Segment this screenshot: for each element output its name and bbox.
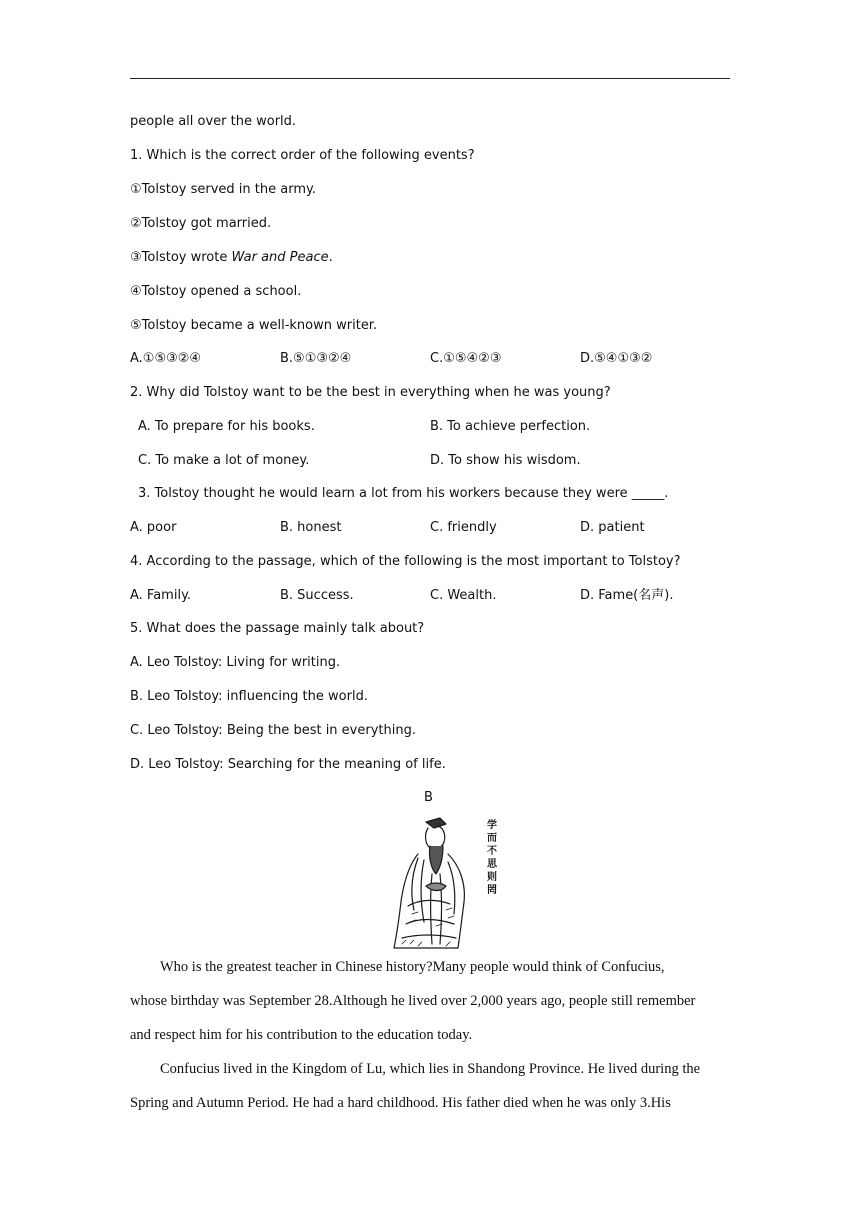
header-rule (130, 78, 730, 79)
section-label: B (424, 790, 433, 805)
q2-option-a: A. To prepare for his books. (138, 419, 315, 434)
q1-option-c: C.①⑤④②③ (430, 351, 502, 366)
q4-option-d: D. Fame(名声). (580, 588, 674, 603)
event-2: ②Tolstoy got married. (130, 216, 272, 231)
event-5: ⑤Tolstoy became a well-known writer. (130, 318, 378, 333)
calligraphy-1: 学 (487, 820, 497, 831)
question-4: 4. According to the passage, which of the following is the most important to Tolstoy? (130, 554, 681, 569)
q5-option-a: A. Leo Tolstoy: Living for writing. (130, 655, 341, 670)
event-1: ①Tolstoy served in the army. (130, 182, 316, 197)
q1-option-a: A.①⑤③②④ (130, 351, 202, 366)
q4-option-c: C. Wealth. (430, 588, 497, 603)
q4-option-a: A. Family. (130, 588, 192, 603)
event-3-text: ③Tolstoy wrote (130, 250, 232, 265)
calligraphy-6: 罔 (487, 885, 497, 896)
question-2: 2. Why did Tolstoy want to be the best in everything when he was young? (130, 385, 611, 400)
question-5: 5. What does the passage mainly talk about? (130, 621, 425, 636)
confucius-illustration (388, 814, 504, 950)
question-1: 1. Which is the correct order of the following events? (130, 148, 475, 163)
q3-option-c: C. friendly (430, 520, 497, 535)
q5-option-b: B. Leo Tolstoy: influencing the world. (130, 689, 368, 704)
question-3: 3. Tolstoy thought he would learn a lot from his workers because they were _____. (138, 486, 669, 501)
passage-line-5: Spring and Autumn Period. He had a hard childhood. His father died when he was only 3.His (130, 1095, 671, 1111)
q1-option-d: D.⑤④①③② (580, 351, 653, 366)
q3-option-b: B. honest (280, 520, 342, 535)
q5-option-d: D. Leo Tolstoy: Searching for the meaning of life. (130, 757, 446, 772)
passage-line-2: whose birthday was September 28.Although he lived over 2,000 years ago, people still remember (130, 993, 696, 1009)
passage-line-1: Who is the greatest teacher in Chinese history?Many people would think of Confucius, (160, 959, 665, 975)
q3-option-d: D. patient (580, 520, 645, 535)
event-3 (130, 250, 333, 266)
q2-option-c: C. To make a lot of money. (138, 453, 310, 468)
q1-option-b: B.⑤①③②④ (280, 351, 352, 366)
calligraphy-4: 思 (487, 859, 497, 870)
calligraphy-5: 则 (487, 872, 497, 883)
calligraphy-3: 不 (487, 846, 497, 857)
passage-line-4: Confucius lived in the Kingdom of Lu, which lies in Shandong Province. He lived during the (160, 1061, 701, 1077)
calligraphy-2: 而 (487, 833, 497, 844)
q5-option-c: C. Leo Tolstoy: Being the best in everything. (130, 723, 416, 738)
book-title: War and Peace (231, 250, 329, 265)
event-4: ④Tolstoy opened a school. (130, 284, 302, 299)
passage-tail: people all over the world. (130, 114, 297, 129)
event-3-end: . (328, 250, 333, 265)
q3-option-a: A. poor (130, 520, 177, 535)
passage-line-3: and respect him for his contribution to the education today. (130, 1027, 473, 1043)
q2-option-d: D. To show his wisdom. (430, 453, 581, 468)
q2-option-b: B. To achieve perfection. (430, 419, 591, 434)
q4-option-b: B. Success. (280, 588, 354, 603)
